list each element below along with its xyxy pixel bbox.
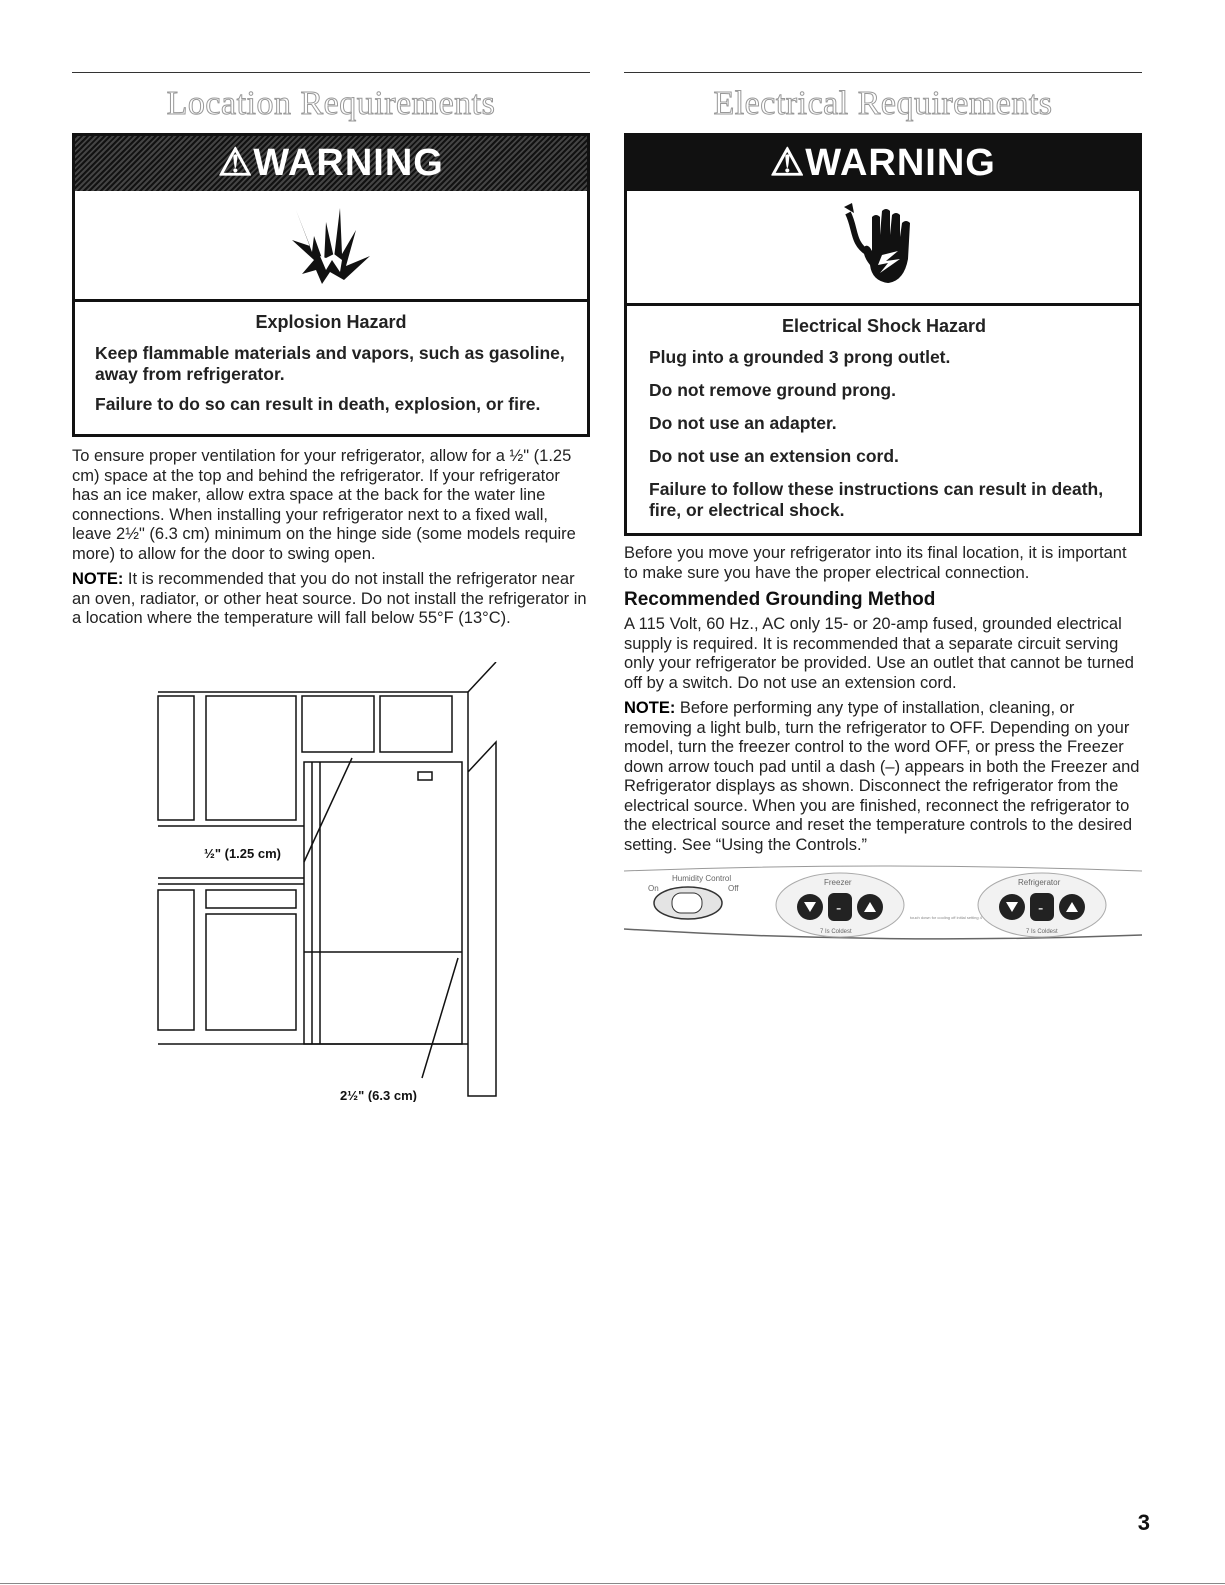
warning-header [75, 136, 587, 191]
humidity-slider[interactable] [654, 887, 722, 919]
electrical-shock-icon [627, 191, 1139, 306]
supply-paragraph: A 115 Volt, 60 Hz., AC only 15- or 20-amp fused, grounded electrical supply is required. It is recommended that a separate circuit serving only your refrigerator be provided. Use an outlet that cannot be turned off by a switch. Do not use an extension cord. [624, 615, 1134, 692]
note-paragraph [72, 570, 590, 629]
warning-label: WARNING [805, 142, 996, 184]
warning-line: Keep flammable materials and vapors, such as gasoline, away from refrigerator. [95, 343, 565, 384]
ventilation-paragraph: To ensure proper ventilation for your refrigerator, allow for a ½" (1.25 cm) space at the top and behind the refrigerator. If your refrigerator has an ice maker, allow extra space at the back for the water line connections. When installing your refrigerator next to a fixed wall, leave 2½" (6.3 cm) minimum on the hinge side (some models require more) to allow for the door to swing open. [72, 447, 576, 563]
note-text: Before performing any type of installation, cleaning, or removing a light bulb, turn the refrigerator to OFF. Depending on your model, turn the freezer control to the word OFF, or press the Freezer down arrow touch pad until a dash (–) appears in both the Freezer and Refrigerator displays as shown. Disconnect the refrigerator from the electrical source. When you are finished, reconnect the refrigerator to the electrical source and reset the temperature controls to the desired setting. See “Using the Controls.” [624, 699, 1140, 854]
section-rule [624, 72, 1142, 73]
warning-box [72, 133, 590, 437]
refrigerator-control [978, 873, 1106, 937]
freezer-display-value: - [836, 900, 842, 917]
location-section [72, 72, 590, 1102]
warning-line: Do not use an adapter. [649, 413, 837, 433]
hazard-title: Electrical Shock Hazard [781, 316, 987, 336]
section-rule [72, 72, 590, 73]
top-gap-label: ½" (1.25 cm) [204, 846, 281, 861]
section-title: Location Requirements [166, 85, 496, 122]
explosion-icon [75, 191, 587, 302]
humidity-off-label: Off [728, 884, 739, 893]
side-gap-label: 2½" (6.3 cm) [340, 1088, 417, 1102]
note-label: NOTE: [72, 570, 124, 588]
intro-paragraph: Before you move your refrigerator into its final location, it is important to make sure you have the proper electrical connection. [624, 544, 1127, 582]
note-text: It is recommended that you do not install the refrigerator near an oven, radiator, or other heat source. Do not install the refrigerator in a location where the temperature will fall below 55°F (13°C). [72, 570, 587, 627]
bottom-rule [0, 1583, 1225, 1584]
refrigerator-display-value: - [1038, 900, 1044, 917]
freezer-sub-label: 7 Is Coldest [820, 929, 852, 935]
page-number: 3 [1137, 1510, 1150, 1535]
warning-line: Failure to do so can result in death, explosion, or fire. [95, 394, 541, 414]
refrigerator-sub-label: 7 Is Coldest [1026, 929, 1058, 935]
control-panel-illustration [624, 863, 1142, 963]
clearance-diagram [72, 662, 590, 1102]
freezer-control [776, 873, 904, 937]
warning-line: Do not use an extension cord. [649, 446, 899, 466]
warning-line: Plug into a grounded 3 prong outlet. [649, 347, 951, 367]
subheading: Recommended Grounding Method [624, 589, 936, 610]
warning-triangle-icon: ⚠ [218, 142, 254, 184]
warning-line: Do not remove ground prong. [649, 380, 896, 400]
electrical-section [624, 72, 1142, 963]
freezer-label: Freezer [824, 878, 852, 887]
warning-header [627, 136, 1139, 191]
warning-line: Failure to follow these instructions can result in death, fire, or electrical shock. [649, 479, 1104, 520]
humidity-label: Humidity Control [672, 874, 732, 883]
section-title: Electrical Requirements [713, 85, 1053, 122]
humidity-on-label: On [648, 884, 659, 893]
hazard-title: Explosion Hazard [255, 312, 407, 332]
warning-label: WARNING [253, 142, 444, 184]
warning-triangle-icon: ⚠ [770, 142, 806, 184]
refrigerator-label: Refrigerator [1018, 878, 1061, 887]
note-paragraph [624, 699, 1142, 855]
warning-box [624, 133, 1142, 536]
panel-center-note: touch down for cooling off initial setting 4 [910, 915, 982, 920]
note-label: NOTE: [624, 699, 676, 717]
